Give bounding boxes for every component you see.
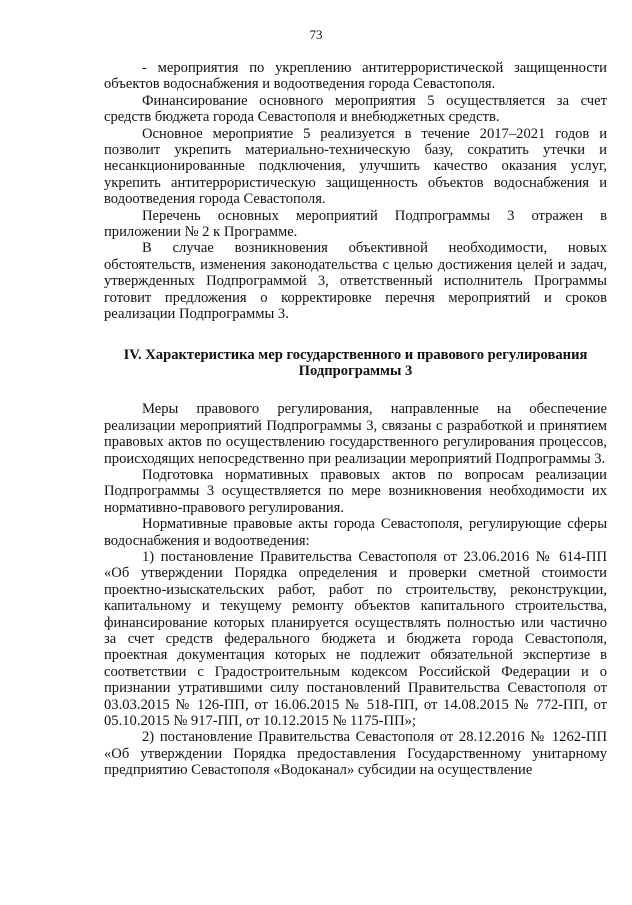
paragraph-implementation-period: Основное мероприятие 5 реализуется в течение 2017–2021 годов и позволит укрепить материально-техническую базу, сократить утечки и несанкционированные подключения, улучшить качество оказания услуг, укрепить антитеррористическую защищенность объектов водоснабжения и водоотведения города Севастополя. [104, 125, 607, 208]
list-item-act-1: 1) постановление Правительства Севастополя от 23.06.2016 № 614-ПП «Об утверждении Порядка определения и проверки сметной стоимости проектно-изыскательских работ, работ по строительству, реконструкции, капитальному и текущему ремонту объектов капитального строительства, финансирование которых планируется осуществлять полностью или частично за счет средств федерального бюджета и бюджета города Севастополя, проектная документация которых не подлежит обязательной экспертизе в соответствии с Градостроительным кодексом Российской Федерации и о признании утратившими силу постановлений Правительства Севастополя от 03.03.2015 № 126-ПП, от 16.06.2015 № 518-ПП, от 14.08.2015 № 772-ПП, от 05.10.2015 № 917-ПП, от 10.12.2015 № 1175-ПП»; [104, 548, 607, 730]
section-heading-line1: IV. Характеристика мер государственного и правового регулирования [123, 346, 588, 363]
page-number: 73 [309, 27, 323, 42]
section-heading [104, 347, 607, 380]
paragraph-acts-intro: Нормативные правовые акты города Севастополя, регулирующие сферы водоснабжения и водоотведения: [104, 516, 607, 549]
paragraph-measures-list: - мероприятия по укреплению антитеррористической защищенности объектов водоснабжения и водоотведения города Севастополя. [104, 60, 607, 93]
page-body [104, 60, 607, 779]
section-heading-line2: Подпрограммы 3 [298, 362, 413, 379]
paragraph-legal-measures: Меры правового регулирования, направленные на обеспечение реализации мероприятий Подпрограммы 3, связаны с разработкой и принятием правовых актов по осуществлению государственного регулирования процессов, происходящих непосредственно при реализации мероприятий Подпрограммы 3. [104, 401, 607, 467]
list-item-act-2: 2) постановление Правительства Севастополя от 28.12.2016 № 1262-ПП «Об утверждении Порядка предоставления Государственному унитарному предприятию Севастополя «Водоканал» субсидии на осуществление [104, 729, 607, 779]
paragraph-list-reference: Перечень основных мероприятий Подпрограммы 3 отражен в приложении № 2 к Программе. [104, 207, 607, 241]
paragraph-adjustments: В случае возникновения объективной необходимости, новых обстоятельств, изменения законодательства с целью достижения целей и задач, утвержденных Подпрограммой 3, ответственный исполнитель Программы готовит предложения о корректировке перечня мероприятий и сроков реализации Подпрограммы 3. [104, 240, 607, 323]
paragraph-financing: Финансирование основного мероприятия 5 осуществляется за счет средств бюджета города Севастополя и внебюджетных средств. [104, 92, 607, 126]
paragraph-acts-preparation: Подготовка нормативных правовых актов по вопросам реализации Подпрограммы 3 осуществляется по мере возникновения необходимости их нормативно-правового регулирования. [104, 466, 607, 516]
